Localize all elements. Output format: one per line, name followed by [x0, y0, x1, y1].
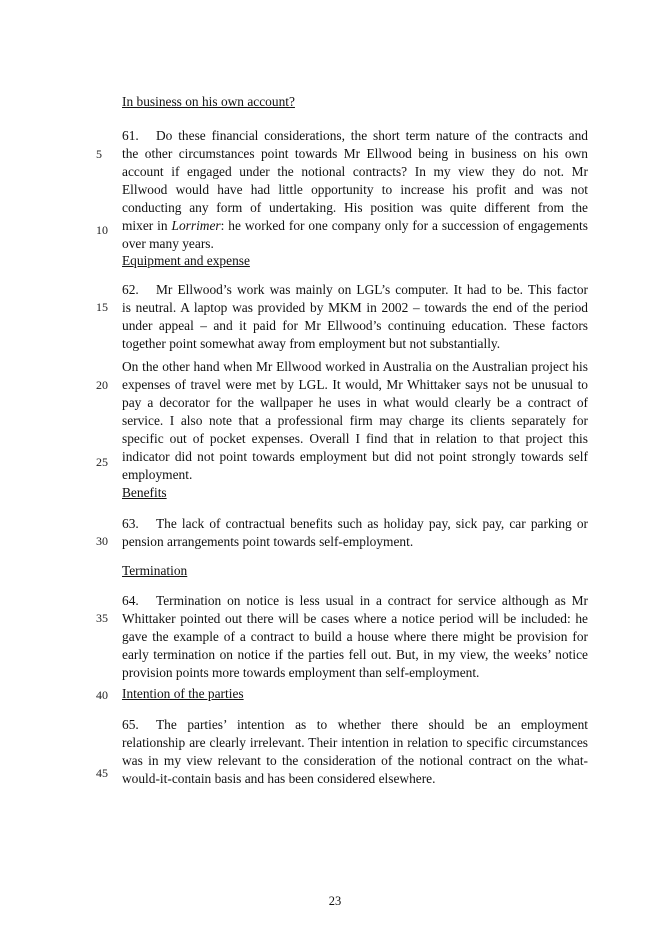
paragraph-line: employment.: [122, 467, 193, 482]
paragraph-line: conducting any form of undertaking. His position was quite different from the: [122, 200, 588, 215]
section-heading-benefits: Benefits: [122, 485, 167, 500]
line-number: 25: [96, 455, 108, 469]
case-name-italic: Lorrimer: [171, 218, 221, 233]
line-number: 5: [96, 147, 102, 161]
paragraph-line: Whittaker pointed out there will be cases where a notice period will be included: he: [122, 611, 588, 626]
paragraph-number: 65.: [122, 717, 139, 732]
paragraph-number: 62.: [122, 282, 139, 297]
paragraph-number: 64.: [122, 593, 139, 608]
paragraph-line: account if engaged under the notional contracts? In my view they do not. Mr: [122, 164, 588, 179]
paragraph-line: provision points more towards employment than self-employment.: [122, 665, 480, 680]
paragraph-line: 64. Termination on notice is less usual in a contract for service although as Mr: [122, 593, 588, 608]
section-heading-intention-of-parties: Intention of the parties: [122, 686, 244, 701]
line-number: 10: [96, 223, 108, 237]
paragraph-number: 63.: [122, 516, 139, 531]
section-heading-equipment-expense: Equipment and expense: [122, 253, 250, 268]
paragraph-line: 65. The parties’ intention as to whether there should be an employment: [122, 717, 588, 732]
line-number: 35: [96, 611, 108, 625]
line-number: 45: [96, 766, 108, 780]
paragraph-line: 62. Mr Ellwood’s work was mainly on LGL’s computer. It had to be. This factor: [122, 282, 588, 297]
line-number: 20: [96, 378, 108, 392]
paragraph-line: On the other hand when Mr Ellwood worked in Australia on the Australian project his: [122, 359, 588, 374]
paragraph-65: [122, 716, 588, 788]
paragraph-line: specific out of pocket expenses. Overall I find that in relation to that project this: [122, 431, 588, 446]
paragraph-line: the other circumstances point towards Mr Ellwood being in business on his own: [122, 146, 588, 161]
line-number: 40: [96, 688, 108, 702]
paragraph-line: relationship are clearly irrelevant. Their intention in relation to specific circumstances: [122, 735, 588, 750]
line-number: 30: [96, 534, 108, 548]
paragraph-line: mixer in Lorrimer: he worked for one company only for a succession of engagements: [122, 218, 588, 233]
paragraph-line: early termination on notice if the parties fell out. But, in my view, the weeks’ notice: [122, 647, 588, 662]
paragraph-61: [122, 127, 588, 253]
paragraph-line: together point somewhat away from employment but not substantially.: [122, 336, 501, 351]
paragraph-62-continued: [122, 358, 588, 484]
paragraph-line: is neutral. A laptop was provided by MKM in 2002 – towards the end of the period: [122, 300, 588, 315]
line-number: 15: [96, 300, 108, 314]
paragraph-line: 61. Do these financial considerations, the short term nature of the contracts and: [122, 128, 588, 143]
paragraph-line: 63. The lack of contractual benefits such as holiday pay, sick pay, car parking or: [122, 516, 588, 531]
page-number: 23: [328, 894, 342, 908]
paragraph-62: [122, 281, 588, 353]
section-heading-termination: Termination: [122, 563, 188, 578]
paragraph-line: pay a decorator for the wallpaper he uses in what would clearly be a contract of: [122, 395, 588, 410]
paragraph-line: Ellwood would have had little opportunity to increase his profit and was not: [122, 182, 588, 197]
paragraph-line: service. I also note that a professional firm may charge its clients separately for: [122, 413, 588, 428]
paragraph-number: 61.: [122, 128, 139, 143]
section-heading-business-own-account: In business on his own account?: [122, 94, 295, 109]
paragraph-line: over many years.: [122, 236, 214, 251]
paragraph-64: [122, 592, 588, 682]
paragraph-line: under appeal – and it paid for Mr Ellwood’s continuing education. These factors: [122, 318, 588, 333]
paragraph-63: [122, 515, 588, 551]
paragraph-line: was in my view relevant to the consideration of the notional contract on the what-: [122, 753, 588, 768]
paragraph-line: would-it-contain basis and has been considered elsewhere.: [122, 771, 436, 786]
paragraph-line: expenses of travel were met by LGL. It would, Mr Whittaker says not be unusual to: [122, 377, 588, 392]
paragraph-line: pension arrangements point towards self-employment.: [122, 534, 414, 549]
paragraph-line: indicator did not point towards employment but did not point strongly towards self: [122, 449, 588, 464]
paragraph-line: gave the example of a contract to build a house where there might be provision for: [122, 629, 588, 644]
